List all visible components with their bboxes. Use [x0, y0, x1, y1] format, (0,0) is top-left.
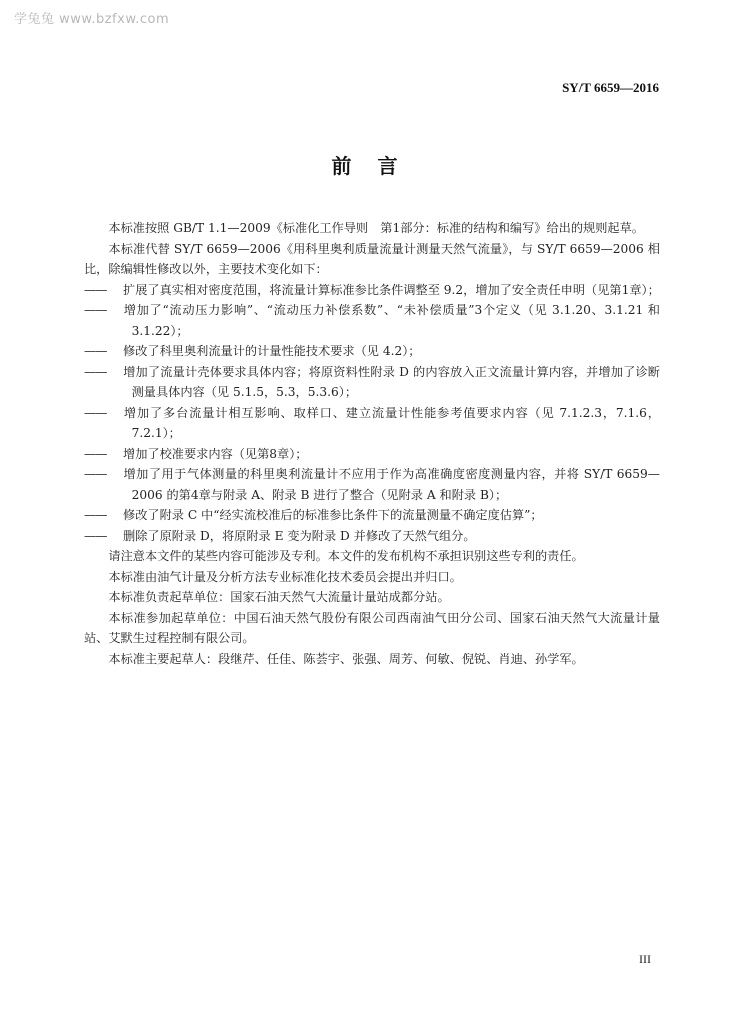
change-item-text: 删除了原附录 D，将原附录 E 变为附录 D 并修改了天然气组分。 — [123, 528, 476, 543]
change-item-text: 增加了校准要求内容（见第8章）； — [123, 446, 308, 461]
change-item-text: 增加了用于气体测量的科里奥利流量计不应用于作为高准确度密度测量内容，并将 SY/T 6659—2006 的第4章与附录 A、附录 B 进行了整合（见附录 A 和附录 B）； — [123, 467, 660, 502]
dash-marker: —— — [84, 467, 107, 481]
standard-code: SY/T 6659—2016 — [562, 80, 659, 95]
dash-marker: —— — [84, 446, 107, 461]
dash-marker: —— — [84, 344, 107, 358]
paragraph-replacement: 本标准代替 SY/T 6659—2006《用科里奥利质量流量计测量天然气流量》，与 SY/T 6659—2006 相比，除编辑性修改以外，主要技术变化如下： — [84, 241, 660, 276]
page-title: 前言 — [331, 154, 424, 178]
change-item — [84, 300, 660, 341]
dash-marker: —— — [84, 528, 107, 543]
change-item-text: 扩展了真实相对密度范围，将流量计算标准参比条件调整至 9.2，增加了安全责任申明（见第1章）； — [123, 282, 660, 297]
dash-marker: —— — [84, 303, 107, 317]
change-item — [84, 362, 660, 403]
document-body — [84, 218, 660, 669]
change-item — [84, 280, 660, 301]
paragraph-proposer: 本标准由油气计量及分析方法专业标准化技术委员会提出并归口。 — [108, 569, 462, 584]
paragraph-drafting-rules: 本标准按照 GB/T 1.1—2009《标准化工作导则 第1部分：标准的结构和编写》给出的规则起草。 — [108, 221, 644, 235]
paragraph-lead-drafter: 本标准负责起草单位：国家石油天然气大流量计量站成都分站。 — [108, 590, 450, 604]
page-number: III — [639, 952, 651, 966]
change-item — [84, 526, 660, 547]
change-item-text: 增加了多台流量计相互影响、取样口、建立流量计性能参考值要求内容（见 7.1.2.3，7.1.6，7.2.1）； — [123, 405, 660, 440]
change-item — [84, 403, 660, 444]
dash-marker: —— — [84, 282, 107, 297]
paragraph-main-drafters: 本标准主要起草人：段继芹、任佳、陈荟宇、张强、周芳、何敏、倪锐、肖迪、孙学军。 — [108, 651, 584, 666]
change-item-text: 增加了流量计壳体要求具体内容；将原资料性附录 D 的内容放入正文流量计算内容，并增加了诊断测量具体内容（见 5.1.5，5.3，5.3.6）； — [123, 364, 660, 399]
change-item-text: 修改了附录 C 中“经实流校准后的标准参比条件下的流量测量不确定度估算”； — [123, 508, 543, 522]
dash-marker: —— — [84, 364, 107, 379]
dash-marker: —— — [84, 508, 107, 522]
watermark: 学兔兔 www.bzfxw.com — [14, 12, 170, 27]
change-item — [84, 505, 660, 526]
change-item — [84, 444, 660, 465]
paragraph-patent-notice: 请注意本文件的某些内容可能涉及专利。本文件的发布机构不承担识别这些专利的责任。 — [108, 549, 584, 563]
dash-marker: —— — [84, 405, 107, 420]
change-item-text: 增加了“流动压力影响”、“流动压力补偿系数”、“未补偿质量”3个定义（见 3.1.20、3.1.21 和 3.1.22）； — [123, 303, 660, 338]
paragraph-participating-drafters: 本标准参加起草单位：中国石油天然气股份有限公司西南油气田分公司、国家石油天然气大流量计量站、艾默生过程控制有限公司。 — [84, 610, 660, 645]
change-item — [84, 341, 660, 362]
change-item — [84, 464, 660, 505]
change-item-text: 修改了科里奥利流量计的计量性能技术要求（见 4.2）； — [123, 344, 421, 358]
